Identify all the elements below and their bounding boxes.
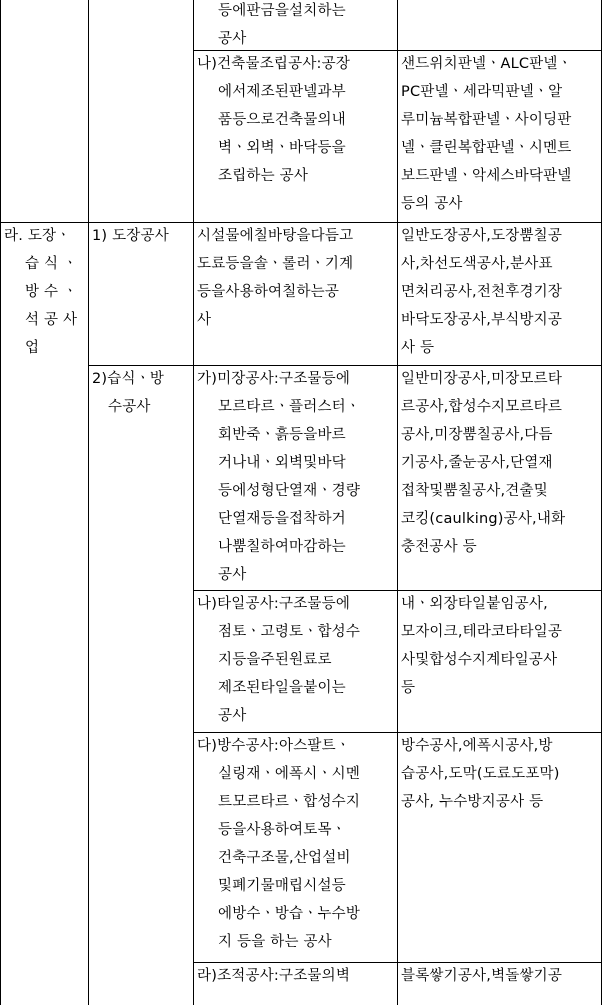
work-line: 공사 [218,567,247,583]
word: 에폭시공사, [462,738,539,754]
word: 나 [218,539,233,555]
word: 미장공사: [217,371,279,387]
word: 벽 [335,968,351,984]
word: 등을 [260,511,290,527]
column-divider-2 [193,0,194,1005]
word: 폐기물매립시설 [232,878,332,894]
example-line [401,306,598,334]
word: 및 [533,483,548,499]
work-line: 사 [197,312,212,328]
examples-cell [401,365,598,561]
word: 바르 [317,427,346,443]
word: 다) [197,738,218,754]
word: 방수공사, [401,738,463,754]
work-description-cell [197,590,393,730]
work-line [197,278,393,306]
word: 토목ㆍ [303,822,346,838]
word: 공 [324,284,340,300]
work-line [218,872,393,900]
word: 습식ㆍ방 [107,371,165,387]
word: 코킹(caulking)공사, [401,511,537,527]
industry-line: 라. 도장ㆍ [4,228,71,244]
work-line [218,106,393,134]
column-divider-3 [397,0,398,1005]
work-line: 조립하는 공사 [218,168,309,184]
example-line [401,732,598,760]
table-border-left [0,0,1,1005]
word: 원료로 [289,652,332,668]
word: 품 [218,112,233,128]
work-line [197,250,393,278]
sub-category-line: 수공사 [108,399,151,415]
sub-category-cell [92,222,190,250]
word: 나) [197,56,218,72]
word: 미장모르타 [491,371,563,387]
industry-line: 석 공 사 [25,312,78,328]
word: 합성수지계타일공사 [429,652,558,668]
word: 아스팔트ㆍ [279,738,351,754]
word: 르공사, [401,399,449,415]
word: 솔ㆍ롤러ㆍ기계 [253,256,354,272]
work-line [218,134,393,162]
work-line [218,505,393,533]
word: 2) [92,371,108,387]
word: 제조된 [218,680,261,696]
examples-cell [401,222,598,362]
word: 뿜칠공사, [443,483,506,499]
word: 마감하는 [289,539,346,555]
work-line [218,421,393,449]
word: 분사표 [510,256,553,272]
word: 에서 [218,84,247,100]
work-line [218,449,393,477]
example-line: 루미늄복합판넬ㆍ사이딩판 [401,112,572,128]
word: 접착 [401,483,430,499]
word: 전천후경기장 [476,284,563,300]
word: 판금을 [246,3,290,19]
word: 회반죽ㆍ흙 [218,427,290,443]
word: 등에 [218,3,247,19]
word: 내ㆍ외장 [401,596,458,612]
word: 뿜칠하여 [232,539,290,555]
work-line [218,533,393,561]
example-line [401,250,598,278]
examples-cell [401,962,598,990]
word: 견출 [505,483,534,499]
work-description-cell [197,0,393,53]
work-line [218,844,393,872]
examples-cell [401,732,598,816]
word: 부식방지공 [491,312,563,328]
word: 습공사, [401,766,449,782]
word: 도포막) [511,766,560,782]
word: 사용하여 [225,284,283,300]
work-description-cell [197,365,393,589]
word: 및 [415,652,430,668]
work-line [218,477,393,505]
example-line [401,646,598,674]
word: 타일을 [260,680,304,696]
word: 내화 [536,511,566,527]
example-line [401,618,598,646]
example-line: 충전공사 등 [401,539,477,555]
example-line [401,421,598,449]
word: 조적공사: [217,968,279,984]
work-line [197,590,393,618]
example-line [401,505,598,533]
examples-cell [401,50,598,218]
word: 주된 [260,652,290,668]
sub-category-cell [92,365,190,421]
word: 벽ㆍ외벽ㆍ바닥 [218,140,318,156]
word: 나) [197,596,218,612]
word: 사, [401,256,421,272]
word: 도장뿜칠공 [491,228,563,244]
example-line [401,393,598,421]
word: 지 [218,652,233,668]
word: 단열재 [218,511,261,527]
word: 단열재 [510,455,553,471]
word: 접착하거 [289,511,346,527]
work-line: 트모르타르ㆍ합성수지 [218,794,361,810]
word: 일반미장공사, [401,371,492,387]
word: 벽돌쌓기공 [491,968,563,984]
word: 건축구조물, [218,850,294,866]
word: 다듬고 [310,228,354,244]
work-line: 지 등을 하는 공사 [218,934,332,950]
work-line [218,0,393,25]
word: 블록쌓기공사, [401,968,492,984]
work-line: 점토ㆍ고령토ㆍ합성수 [218,624,361,640]
word: 내 [331,112,346,128]
example-line: 보드판넬ㆍ악세스바닥판넬 [401,168,572,184]
word: 줄눈공사, [448,455,511,471]
word: 면처리공사, [401,284,477,300]
word: 등을 [225,256,254,272]
word: 등을 [197,284,226,300]
work-line [197,50,393,78]
example-line: 샌드위치판넬ㆍALC판넬ㆍ [401,56,572,72]
work-line [197,222,393,250]
word: 등으로 [232,112,275,128]
word: 방 [538,738,553,754]
word: 설치하는 [289,3,346,19]
word: 합성수지모르타르 [448,399,563,415]
sub-category-line [92,365,190,393]
word: 건축물조립공사: [217,56,322,72]
word: 테라코타타일공 [462,624,563,640]
word: 차선도색공사, [420,256,511,272]
work-line [218,78,393,106]
word: 제조된 [246,84,290,100]
work-line [218,900,393,928]
industry-line: 습 식 ㆍ [25,256,78,272]
work-description-cell [197,732,393,956]
work-line: 실링재ㆍ에폭시ㆍ시멘 [218,766,361,782]
word: 구조물 [279,371,322,387]
industry-line: 업 [25,340,40,356]
work-line: 공사 [218,708,247,724]
column-divider-1 [88,0,89,1005]
word: 붙이는 [303,680,346,696]
word: 구조물의 [279,968,336,984]
industry-cell [4,222,86,362]
word: 등 [331,878,346,894]
work-line [197,732,393,760]
example-line [401,760,598,788]
word: 칠바탕을 [253,228,311,244]
work-line: 모르타르ㆍ플러스터ㆍ [218,399,361,415]
sub-category-line: 1) 도장공사 [92,228,169,244]
word: 및 [429,483,444,499]
word: 도료 [197,256,226,272]
industry-line: 방 수 ㆍ [25,284,78,300]
word: 공사, [401,427,435,443]
word: 일반도장공사, [401,228,492,244]
work-description-cell [197,222,393,334]
word: 산업설비 [293,850,351,866]
example-line: 넬ㆍ클린복합판넬ㆍ시멘트 [401,140,572,156]
word: 다듬 [524,427,553,443]
work-line [218,646,393,674]
word: 바닥도장공사, [401,312,492,328]
word: 시설물에 [197,228,254,244]
work-line: 공사 [218,31,247,47]
example-line: 사 등 [401,340,435,356]
work-line [197,962,393,990]
example-line: 공사, 누수방지공사 등 [401,794,544,810]
work-line [218,674,393,702]
word: 거나 [218,455,247,471]
word: 타일 [457,596,487,612]
word: 및 [303,455,318,471]
table-border-right [601,0,602,1005]
word: 도막(도료 [448,766,512,782]
word: 판넬과 [289,84,332,100]
word: 내ㆍ외벽 [246,455,304,471]
example-line: 등의 공사 [401,196,463,212]
word: 사용하여 [246,822,304,838]
example-line [401,365,598,393]
word: 및 [218,878,233,894]
work-line [218,816,393,844]
word: 건축물의 [274,112,332,128]
word: 등을 [218,822,247,838]
example-line [401,477,598,505]
word: 사 [401,652,416,668]
word: 공장 [321,56,351,72]
work-line [197,365,393,393]
word: 칠하는 [282,284,325,300]
example-line [401,222,598,250]
word: 가) [197,371,218,387]
word: 타일공사: [217,596,279,612]
word: 등을 [289,427,318,443]
word: 구조물 [279,596,322,612]
word: 붙임공사, [486,596,548,612]
example-line: 등 [401,680,416,696]
word: 등에 [218,483,247,499]
word: 모자이크, [401,624,463,640]
word: 미장뿜칠공사, [434,427,525,443]
work-description-cell [197,962,393,990]
word: 부 [331,84,346,100]
example-line: PC판넬ㆍ세라믹판넬ㆍ알 [401,84,563,100]
word: 라) [197,968,218,984]
word: 에 [218,906,233,922]
word: 방수공사: [217,738,279,754]
word: 바닥 [317,455,346,471]
example-line [401,590,598,618]
work-description-cell [197,50,393,190]
word: 방수ㆍ방습ㆍ누수방 [232,906,361,922]
word: 등에 [321,596,351,612]
examples-cell [401,590,598,702]
word: 등을 [232,652,261,668]
word: 등에 [321,371,351,387]
example-line [401,278,598,306]
word: 등을 [317,140,346,156]
word: 기공사, [401,455,449,471]
example-line [401,962,598,990]
example-line [401,449,598,477]
word: 성형단열재ㆍ경량 [246,483,361,499]
